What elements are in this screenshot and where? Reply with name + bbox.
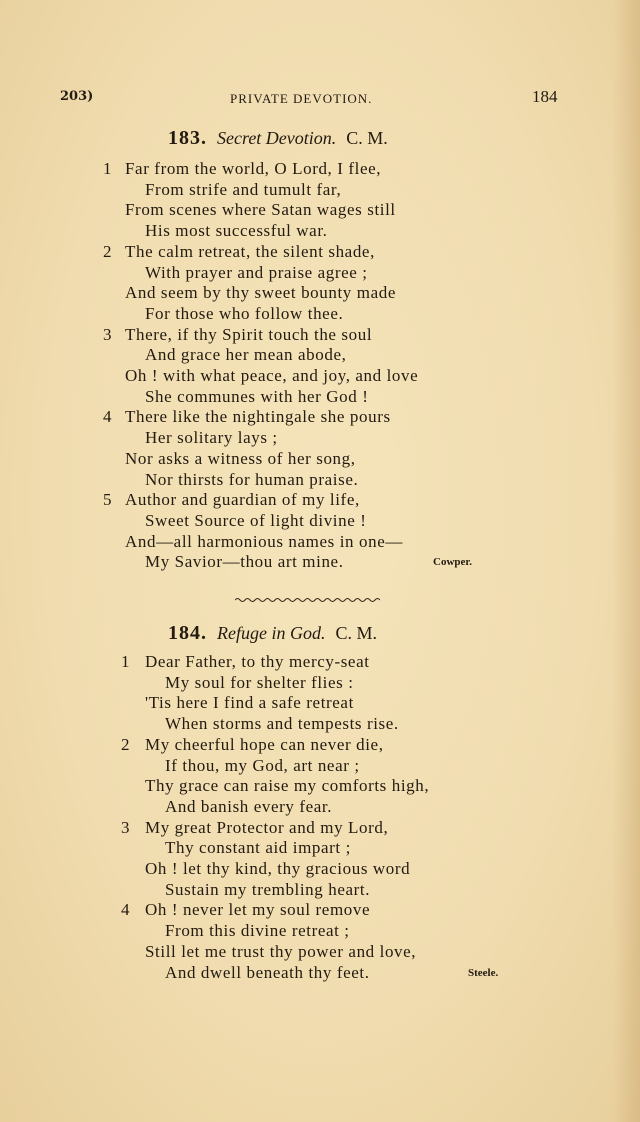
hymn-author: Steele. [468, 966, 499, 979]
stanza-number: 3 [103, 324, 112, 344]
stanza-number: 2 [103, 241, 112, 261]
verse-line: Dear Father, to thy mercy-seat [145, 652, 370, 671]
verse-line: Sweet Source of light divine ! [145, 510, 367, 530]
verse-line: Oh ! with what peace, and joy, and love [125, 366, 419, 385]
verse-line: Sustain my trembling heart. [165, 879, 371, 899]
hymn-title [168, 622, 377, 645]
header-hymn-range: 203) [60, 89, 94, 104]
page-number: 184 [532, 87, 558, 106]
stanza-number: 4 [121, 900, 130, 920]
verse-line: With prayer and praise agree ; [145, 262, 368, 282]
verse-line: Her solitary lays ; [145, 428, 278, 448]
verse-line: And banish every fear. [165, 796, 333, 816]
verse-line: Author and guardian of my life, [125, 490, 360, 510]
stanza-number: 1 [103, 159, 112, 178]
stanza-number: 5 [103, 490, 112, 510]
verse-line: From scenes where Satan wages still [125, 200, 396, 220]
verse-line: Thy grace can raise my comforts high, [145, 776, 430, 796]
verse-line: The calm retreat, the silent shade, [125, 241, 375, 261]
verse-line: For those who follow thee. [145, 303, 344, 323]
verse-line: And grace her mean abode, [145, 345, 347, 365]
verse-line: And—all harmonious names in one— [125, 531, 403, 551]
stanza-number: 3 [121, 817, 130, 837]
verse-line: When storms and tempests rise. [165, 714, 399, 734]
verse-line: And seem by thy sweet bounty made [125, 283, 396, 303]
verse-line: His most successful war. [145, 221, 328, 241]
verse-line: Still let me trust thy power and love, [145, 941, 417, 961]
verse-line: My cheerful hope can never die, [145, 734, 384, 754]
verse-line: There, if thy Spirit touch the soul [125, 324, 373, 344]
page-edge-shading [612, 0, 640, 1122]
hymn-name: Secret Devotion. [217, 128, 337, 148]
verse-line: She communes with her God ! [145, 386, 369, 406]
hymn-number: 184. [168, 622, 207, 644]
verse-line: Oh ! never let my soul remove [145, 900, 371, 920]
verse-line: My Savior—thou art mine. [145, 552, 344, 572]
verse-line: There like the nightingale she pours [125, 407, 391, 427]
hymn-name: Refuge in God. [217, 623, 326, 643]
verse-line: And dwell beneath thy feet. [165, 962, 370, 982]
stanza-number: 2 [121, 734, 130, 754]
verse-line: 'Tis here I find a safe retreat [145, 693, 354, 713]
verse-line: My soul for shelter flies : [165, 672, 354, 692]
hymn-author: Cowper. [433, 556, 473, 569]
verse-line: From strife and tumult far, [145, 179, 342, 199]
hymn-meter: C. M. [346, 128, 388, 148]
running-head: PRIVATE DEVOTION. [230, 91, 373, 106]
wavy-divider [235, 596, 380, 604]
hymn-title [168, 127, 388, 150]
verse-line: My great Protector and my Lord, [145, 817, 389, 837]
stanza-number: 4 [103, 407, 112, 427]
verse-line: Nor asks a witness of her song, [125, 448, 356, 468]
verse-line: If thou, my God, art near ; [165, 755, 360, 775]
verse-line: Nor thirsts for human praise. [145, 469, 359, 489]
stanza-number: 1 [121, 652, 130, 671]
verse-line: Thy constant aid impart ; [165, 838, 351, 858]
verse-line: From this divine retreat ; [165, 921, 350, 941]
hymn-meter: C. M. [335, 623, 377, 643]
verse-line: Oh ! let thy kind, thy gracious word [145, 859, 411, 878]
hymn-number: 183. [168, 127, 207, 149]
verse-line: Far from the world, O Lord, I flee, [125, 159, 382, 178]
